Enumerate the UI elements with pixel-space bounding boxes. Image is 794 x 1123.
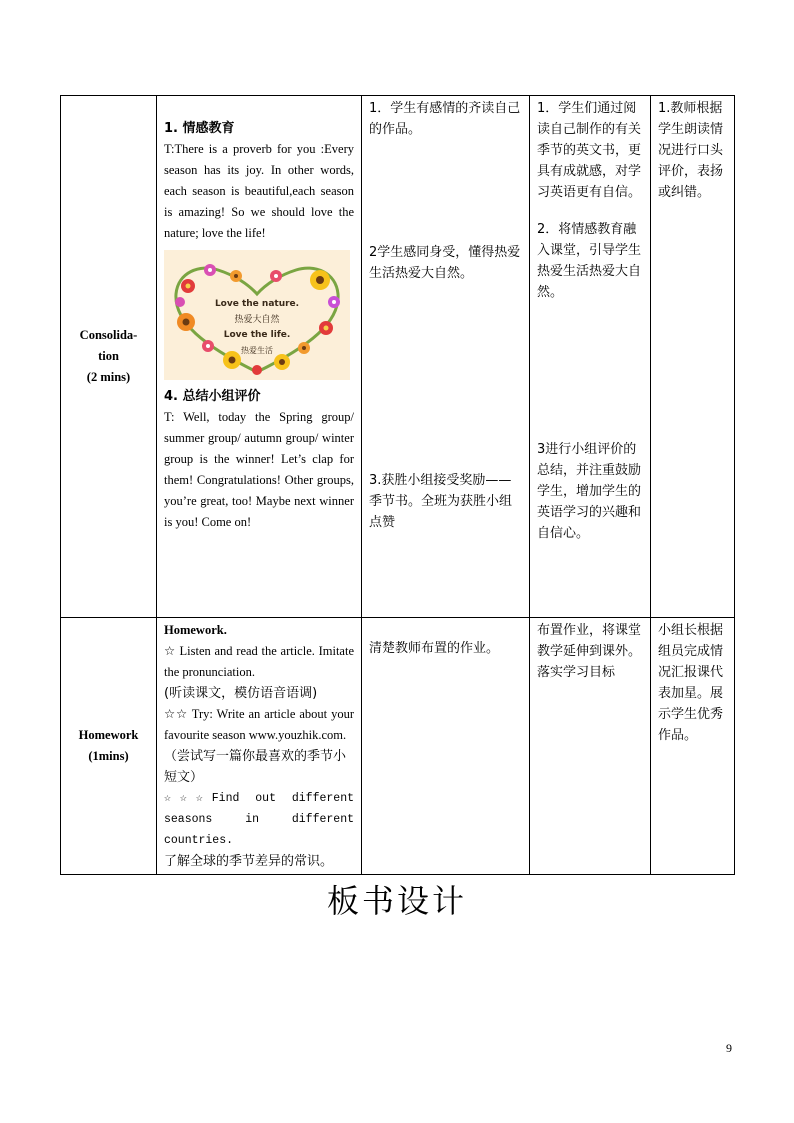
teacher-script: T:There is a proverb for you :Every season has its joy. In other words, each season is beautiful,each season is amazing! So we should love the nature; love the life! [164,142,354,240]
evaluation-text: 小组长根据组员完成情况汇报课代表加星。展示学生优秀作品。 [658,623,724,743]
homework-task-note: （尝试写一篇你最喜欢的季节小短文） [164,749,347,785]
student-activity: 3.获胜小组接受奖励——季节书。全班为获胜小组点赞 [369,473,513,530]
homework-row [61,618,735,875]
consolidation-stage-cell [61,96,157,618]
student-activity: 清楚教师布置的作业。 [369,641,500,656]
stage-label: Homework [78,728,139,742]
stage-duration: (2 mins) [86,370,131,384]
homework-evaluation-cell [651,618,735,875]
evaluation-text: 1.教师根据学生朗读情况进行口头评价，表扬或纠错。 [658,101,724,200]
section-heading: 1. 情感教育 [164,121,235,136]
homework-task-note: (听读课文，模仿语音语调) [164,686,318,701]
homework-intent-cell [530,618,651,875]
lesson-plan-table [60,95,735,875]
love-nature-card-image [164,250,350,380]
homework-title: Homework. [164,623,227,637]
design-intent: 2．将情感教育融入课堂，引导学生热爱生活热爱大自然。 [537,222,642,300]
homework-task-note: 了解全球的季节差异的常识。 [164,854,334,869]
student-activity: 1．学生有感情的齐读自己的作品。 [369,101,521,137]
homework-task-one-star: ☆ Listen and read the article. Imitate the pronunciation. [164,644,354,679]
design-intent-cell [530,96,651,618]
card-text: Love the life. [223,330,291,340]
board-design-heading: 板书设计 [326,882,467,920]
card-text: 热爱大自然 [234,315,280,325]
design-intent: 1．学生们通过阅读自己制作的有关季节的英文书，更具有成就感，对学习英语更有自信。 [537,101,642,200]
homework-teacher-cell [157,618,362,875]
stage-label: tion [98,349,119,363]
design-intent: 3进行小组评价的总结，并注重鼓励学生，增加学生的英语学习的兴趣和自信心。 [537,442,642,541]
homework-task-two-star: ☆☆ Try: Write an article about your favourite season www.youzhik.com. [164,707,354,742]
student-activity-cell [362,96,530,618]
consolidation-row [61,96,735,618]
teacher-script: T: Well, today the Spring group/ summer group/ autumn group/ winter group is the winner! Let’s clap for them! Congratulations! Other groups, you’re great, too! Maybe next winner is you! Come on! [164,410,354,529]
stage-label: Consolida- [79,328,138,342]
student-activity: 2学生感同身受，懂得热爱生活热爱大自然。 [369,245,521,281]
section-heading: 4. 总结小组评价 [164,389,261,404]
design-intent: 布置作业，将课堂教学延伸到课外。落实学习目标 [537,623,642,680]
page-number: 9 [726,1041,732,1055]
homework-task-three-star: ☆☆☆Find out different seasons in different countries. [164,792,354,847]
card-text: 热爱生活 [241,346,273,355]
homework-stage-cell [61,618,157,875]
stage-duration: (1mins) [88,749,129,763]
evaluation-cell [651,96,735,618]
teacher-activity-cell [157,96,362,618]
homework-student-cell [362,618,530,875]
card-text: Love the nature. [214,299,300,309]
